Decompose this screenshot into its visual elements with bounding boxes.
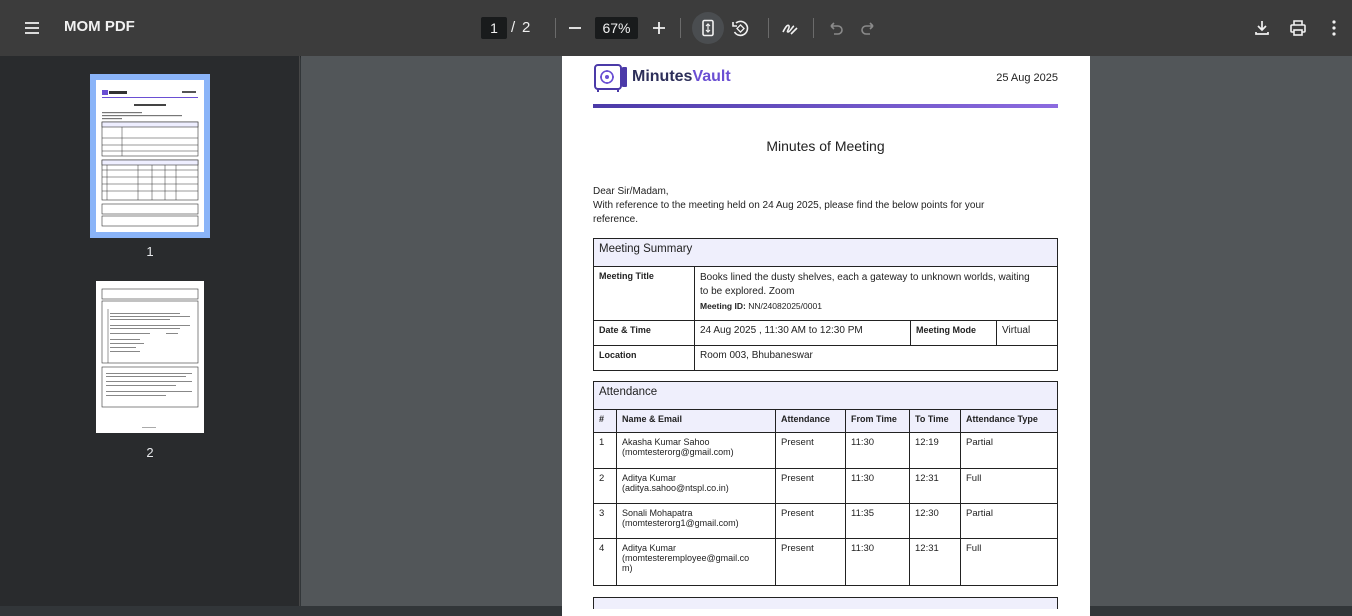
row-name-email xyxy=(617,469,776,504)
minutesvault-logo-text xyxy=(632,68,731,86)
row-to-time: 12:19 xyxy=(910,433,961,469)
attendee-email-continued: m) xyxy=(622,563,633,573)
attendee-email: (momtesteremployee@gmail.co xyxy=(622,553,750,563)
document-date: 25 Aug 2025 xyxy=(996,72,1058,84)
intro-line-1: With reference to the meeting held on 24 Aug 2025, please find the below points for your xyxy=(593,200,985,211)
undo-button[interactable] xyxy=(820,12,852,44)
download-icon xyxy=(1252,18,1272,38)
row-to-time: 12:31 xyxy=(910,469,961,504)
minutesvault-logo-icon xyxy=(594,63,628,94)
attendance-heading: Attendance xyxy=(594,382,1058,410)
more-options-button[interactable] xyxy=(1318,12,1350,44)
thumbnail-label-1: 1 xyxy=(146,244,154,259)
redo-button[interactable] xyxy=(852,12,884,44)
meeting-mode-value: Virtual xyxy=(997,321,1058,346)
attendee-email: (aditya.sahoo@ntspl.co.in) xyxy=(622,483,729,493)
row-from-time: 11:30 xyxy=(846,433,910,469)
row-attendance-type: Full xyxy=(961,539,1058,586)
redo-icon xyxy=(858,18,878,38)
attendance-table xyxy=(593,381,1058,586)
page-thumbnail-1[interactable] xyxy=(96,80,204,232)
meeting-title-cell xyxy=(695,267,1058,321)
pen-icon xyxy=(780,18,800,38)
header-divider xyxy=(593,104,1058,108)
thumbnail-label-2: 2 xyxy=(146,445,154,460)
row-name-email xyxy=(617,504,776,539)
table-row xyxy=(594,433,1058,469)
meeting-title-label: Meeting Title xyxy=(594,267,695,321)
row-attendance: Present xyxy=(776,504,846,539)
page-number-input[interactable]: 1 xyxy=(481,17,507,39)
column-header-num: # xyxy=(594,410,617,433)
row-num: 2 xyxy=(594,469,617,504)
attendee-name: Aditya Kumar xyxy=(622,473,677,483)
fit-page-icon xyxy=(698,18,718,38)
page-thumbnail-2[interactable] xyxy=(96,281,204,433)
column-header-to-time: To Time xyxy=(910,410,961,433)
row-name-email xyxy=(617,539,776,586)
row-to-time: 12:31 xyxy=(910,539,961,586)
attendee-name: Sonali Mohapatra xyxy=(622,508,693,518)
page-separator: / xyxy=(511,19,516,36)
column-header-attendance-type: Attendance Type xyxy=(961,410,1058,433)
divider xyxy=(813,18,814,38)
document-title-heading: Minutes of Meeting xyxy=(766,138,885,154)
divider xyxy=(768,18,769,38)
meeting-id-value: NN/24082025/0001 xyxy=(748,301,822,311)
table-row xyxy=(594,469,1058,504)
column-header-name-email: Name & Email xyxy=(617,410,776,433)
row-from-time: 11:35 xyxy=(846,504,910,539)
row-attendance-type: Partial xyxy=(961,433,1058,469)
table-row xyxy=(594,539,1058,586)
row-name-email xyxy=(617,433,776,469)
column-header-from-time: From Time xyxy=(846,410,910,433)
meeting-mode-label: Meeting Mode xyxy=(911,321,997,346)
document-title: MOM PDF xyxy=(64,18,135,35)
row-attendance: Present xyxy=(776,433,846,469)
location-value: Room 003, Bhubaneswar xyxy=(695,346,1058,371)
greeting: Dear Sir/Madam, xyxy=(593,186,669,197)
row-attendance: Present xyxy=(776,539,846,586)
meeting-title-value-2: to be explored. Zoom xyxy=(700,286,795,297)
logo-text-vault: Vault xyxy=(692,68,731,85)
zoom-input[interactable]: 67% xyxy=(595,17,638,39)
fit-page-button[interactable] xyxy=(692,12,724,44)
page-total: 2 xyxy=(522,19,531,36)
meeting-title-value-1: Books lined the dusty shelves, each a gateway to unknown worlds, waiting xyxy=(700,272,1030,283)
zoom-in-button[interactable] xyxy=(643,12,675,44)
meeting-summary-heading: Meeting Summary xyxy=(594,239,1058,267)
divider xyxy=(555,18,556,38)
divider xyxy=(680,18,681,38)
column-header-attendance: Attendance xyxy=(776,410,846,433)
rotate-button[interactable] xyxy=(724,12,756,44)
print-icon xyxy=(1288,18,1308,38)
table-row xyxy=(594,504,1058,539)
attendee-name: Akasha Kumar Sahoo xyxy=(622,437,710,447)
datetime-label: Date & Time xyxy=(594,321,695,346)
row-attendance-type: Partial xyxy=(961,504,1058,539)
meeting-id-label: Meeting ID: xyxy=(700,301,746,311)
attendee-email: (momtesterorg@gmail.com) xyxy=(622,447,734,457)
zoom-out-button[interactable] xyxy=(559,12,591,44)
meeting-summary-table xyxy=(593,238,1058,371)
intro-line-2: reference. xyxy=(593,214,639,225)
next-section-box xyxy=(593,597,1058,609)
annotate-button[interactable] xyxy=(774,12,806,44)
attendee-name: Aditya Kumar xyxy=(622,543,677,553)
attendee-email: (momtesterorg1@gmail.com) xyxy=(622,518,739,528)
row-num: 3 xyxy=(594,504,617,539)
row-from-time: 11:30 xyxy=(846,539,910,586)
logo-text-minutes: Minutes xyxy=(632,68,693,85)
download-button[interactable] xyxy=(1246,12,1278,44)
row-num: 1 xyxy=(594,433,617,469)
row-attendance-type: Full xyxy=(961,469,1058,504)
rotate-icon xyxy=(730,18,750,38)
row-num: 4 xyxy=(594,539,617,586)
row-attendance: Present xyxy=(776,469,846,504)
datetime-value: 24 Aug 2025 , 11:30 AM to 12:30 PM xyxy=(695,321,911,346)
more-vert-icon xyxy=(1324,18,1344,38)
row-to-time: 12:30 xyxy=(910,504,961,539)
location-label: Location xyxy=(594,346,695,371)
row-from-time: 11:30 xyxy=(846,469,910,504)
pdf-toolbar xyxy=(0,0,1352,56)
undo-icon xyxy=(826,18,846,38)
menu-icon[interactable] xyxy=(16,12,48,44)
print-button[interactable] xyxy=(1282,12,1314,44)
